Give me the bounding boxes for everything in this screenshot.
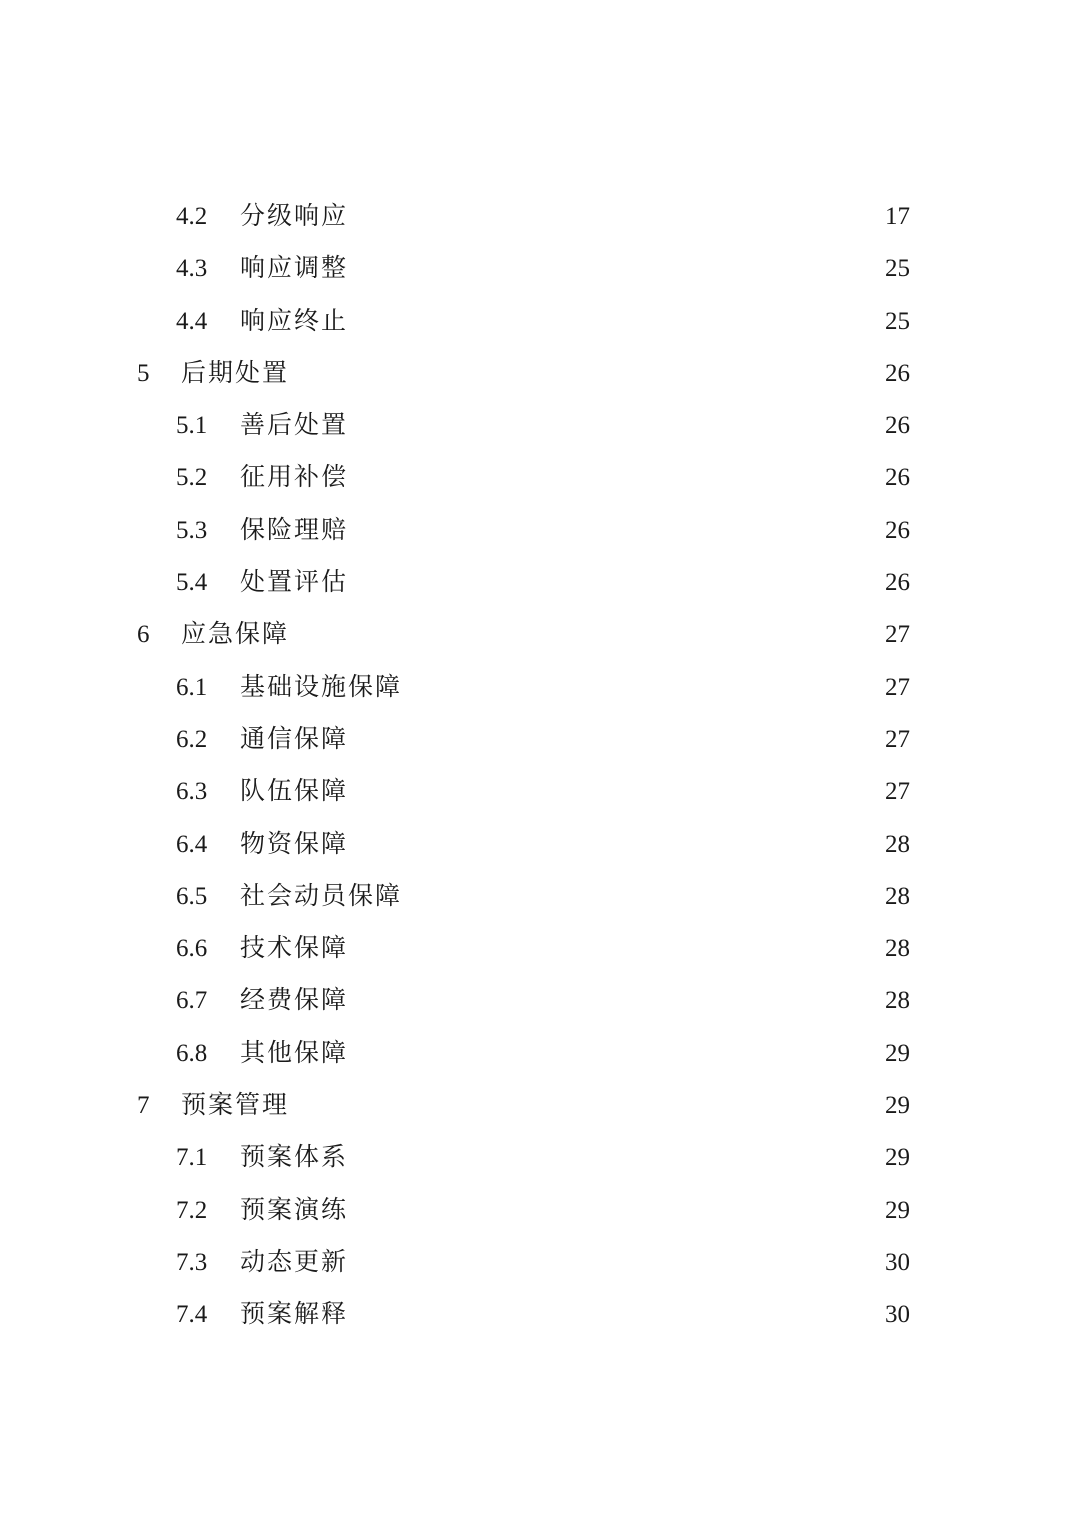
toc-entry[interactable] [137, 922, 910, 974]
toc-entry-page-number: 27 [885, 778, 910, 806]
toc-entry-page-number: 27 [885, 673, 910, 701]
toc-entry-title: 征用补偿 [240, 462, 349, 492]
toc-entry[interactable] [137, 190, 910, 242]
toc-entry-number: 6.6 [176, 935, 208, 963]
toc-entry-number: 6.4 [176, 830, 208, 858]
toc-entry-page-number: 26 [885, 464, 910, 492]
toc-entry-title: 其他保障 [240, 1037, 349, 1067]
toc-dot-leader [349, 1036, 883, 1061]
toc-entry[interactable] [137, 556, 910, 608]
toc-dot-leader [349, 199, 883, 224]
toc-entry[interactable] [137, 608, 910, 660]
toc-dot-leader [349, 1140, 883, 1165]
toc-entry-title: 物资保障 [240, 828, 349, 858]
toc-entry-title: 应急保障 [181, 619, 290, 649]
toc-entry-page-number: 30 [885, 1301, 910, 1329]
toc-entry-page-number: 28 [885, 987, 910, 1015]
toc-entry-page-number: 27 [885, 725, 910, 753]
toc-entry-title: 队伍保障 [240, 776, 349, 806]
toc-entry-page-number: 26 [885, 516, 910, 544]
toc-entry-title: 善后处置 [240, 410, 349, 440]
toc-entry-title: 技术保障 [240, 933, 349, 963]
toc-entry-page-number: 27 [885, 621, 910, 649]
toc-dot-leader [349, 304, 883, 329]
toc-entry-page-number: 29 [885, 1196, 910, 1224]
toc-entry-page-number: 29 [885, 1092, 910, 1120]
toc-entry-title: 社会动员保障 [240, 880, 403, 910]
toc-entry-number: 5.3 [176, 516, 208, 544]
toc-entry-page-number: 25 [885, 307, 910, 335]
toc-entry-title: 响应终止 [240, 305, 349, 335]
toc-entry[interactable] [137, 1236, 910, 1288]
toc-entry[interactable] [137, 661, 910, 713]
toc-entry-page-number: 28 [885, 830, 910, 858]
toc-entry-title: 响应调整 [240, 253, 349, 283]
toc-entry[interactable] [137, 347, 910, 399]
toc-entry-page-number: 28 [885, 882, 910, 910]
toc-entry-number: 6.3 [176, 778, 208, 806]
toc-dot-leader [403, 670, 883, 695]
toc-dot-leader [349, 827, 883, 852]
toc-entry-title: 预案管理 [181, 1090, 290, 1120]
toc-entry-number: 5.2 [176, 464, 208, 492]
toc-entry-number: 6 [137, 621, 150, 649]
toc-dot-leader [349, 408, 883, 433]
toc-entry[interactable] [137, 295, 910, 347]
toc-entry[interactable] [137, 242, 910, 294]
toc-entry[interactable] [137, 765, 910, 817]
toc-dot-leader [349, 1245, 883, 1270]
toc-entry-title: 经费保障 [240, 985, 349, 1015]
toc-dot-leader [349, 565, 883, 590]
toc-dot-leader [349, 774, 883, 799]
toc-entry-number: 5.4 [176, 569, 208, 597]
toc-entry-number: 7 [137, 1092, 150, 1120]
toc-entry-number: 7.3 [176, 1248, 208, 1276]
toc-entry[interactable] [137, 1027, 910, 1079]
toc-entry-page-number: 29 [885, 1039, 910, 1067]
toc-entry-title: 后期处置 [181, 357, 290, 387]
toc-dot-leader [290, 356, 883, 381]
toc-entry-number: 6.7 [176, 987, 208, 1015]
toc-entry-page-number: 26 [885, 359, 910, 387]
toc-entry-number: 6.5 [176, 882, 208, 910]
toc-dot-leader [349, 1193, 883, 1218]
toc-entry[interactable] [137, 818, 910, 870]
toc-entry-page-number: 25 [885, 255, 910, 283]
toc-entry-page-number: 26 [885, 569, 910, 597]
toc-entry[interactable] [137, 974, 910, 1026]
toc-entry[interactable] [137, 504, 910, 556]
toc-dot-leader [349, 983, 883, 1008]
toc-entry-title: 动态更新 [240, 1246, 349, 1276]
toc-entry-number: 6.8 [176, 1039, 208, 1067]
toc-entry-title: 预案体系 [240, 1142, 349, 1172]
toc-dot-leader [290, 1088, 883, 1113]
toc-dot-leader [349, 460, 883, 485]
toc-entry[interactable] [137, 1079, 910, 1131]
toc-entry-title: 通信保障 [240, 723, 349, 753]
toc-dot-leader [349, 722, 883, 747]
toc-entry[interactable] [137, 1131, 910, 1183]
toc-entry-number: 6.2 [176, 725, 208, 753]
toc-entry[interactable] [137, 399, 910, 451]
toc-entry-number: 4.3 [176, 255, 208, 283]
toc-entry-title: 预案解释 [240, 1299, 349, 1329]
toc-entry[interactable] [137, 451, 910, 503]
toc-entry-number: 5.1 [176, 412, 208, 440]
toc-entry[interactable] [137, 1184, 910, 1236]
toc-entry[interactable] [137, 713, 910, 765]
toc-entry-number: 6.1 [176, 673, 208, 701]
toc-entry-page-number: 17 [885, 203, 910, 230]
toc-entry-number: 5 [137, 359, 150, 387]
toc-entry-page-number: 26 [885, 412, 910, 440]
table-of-contents [137, 190, 910, 1341]
toc-entry-number: 7.2 [176, 1196, 208, 1224]
toc-dot-leader [349, 931, 883, 956]
toc-entry-title: 基础设施保障 [240, 671, 403, 701]
toc-entry-title: 预案演练 [240, 1194, 349, 1224]
toc-entry-number: 4.2 [176, 203, 208, 230]
toc-dot-leader [290, 617, 883, 642]
toc-dot-leader [349, 1297, 883, 1322]
toc-entry[interactable] [137, 1288, 910, 1340]
toc-entry-title: 保险理赔 [240, 514, 349, 544]
toc-dot-leader [349, 513, 883, 538]
toc-entry-number: 4.4 [176, 307, 208, 335]
toc-entry-page-number: 29 [885, 1144, 910, 1172]
toc-entry-page-number: 30 [885, 1248, 910, 1276]
toc-entry-title: 分级响应 [240, 201, 349, 230]
toc-dot-leader [349, 251, 883, 276]
toc-dot-leader [403, 879, 883, 904]
toc-entry-number: 7.4 [176, 1301, 208, 1329]
toc-entry[interactable] [137, 870, 910, 922]
toc-entry-page-number: 28 [885, 935, 910, 963]
toc-entry-number: 7.1 [176, 1144, 208, 1172]
toc-entry-title: 处置评估 [240, 567, 349, 597]
